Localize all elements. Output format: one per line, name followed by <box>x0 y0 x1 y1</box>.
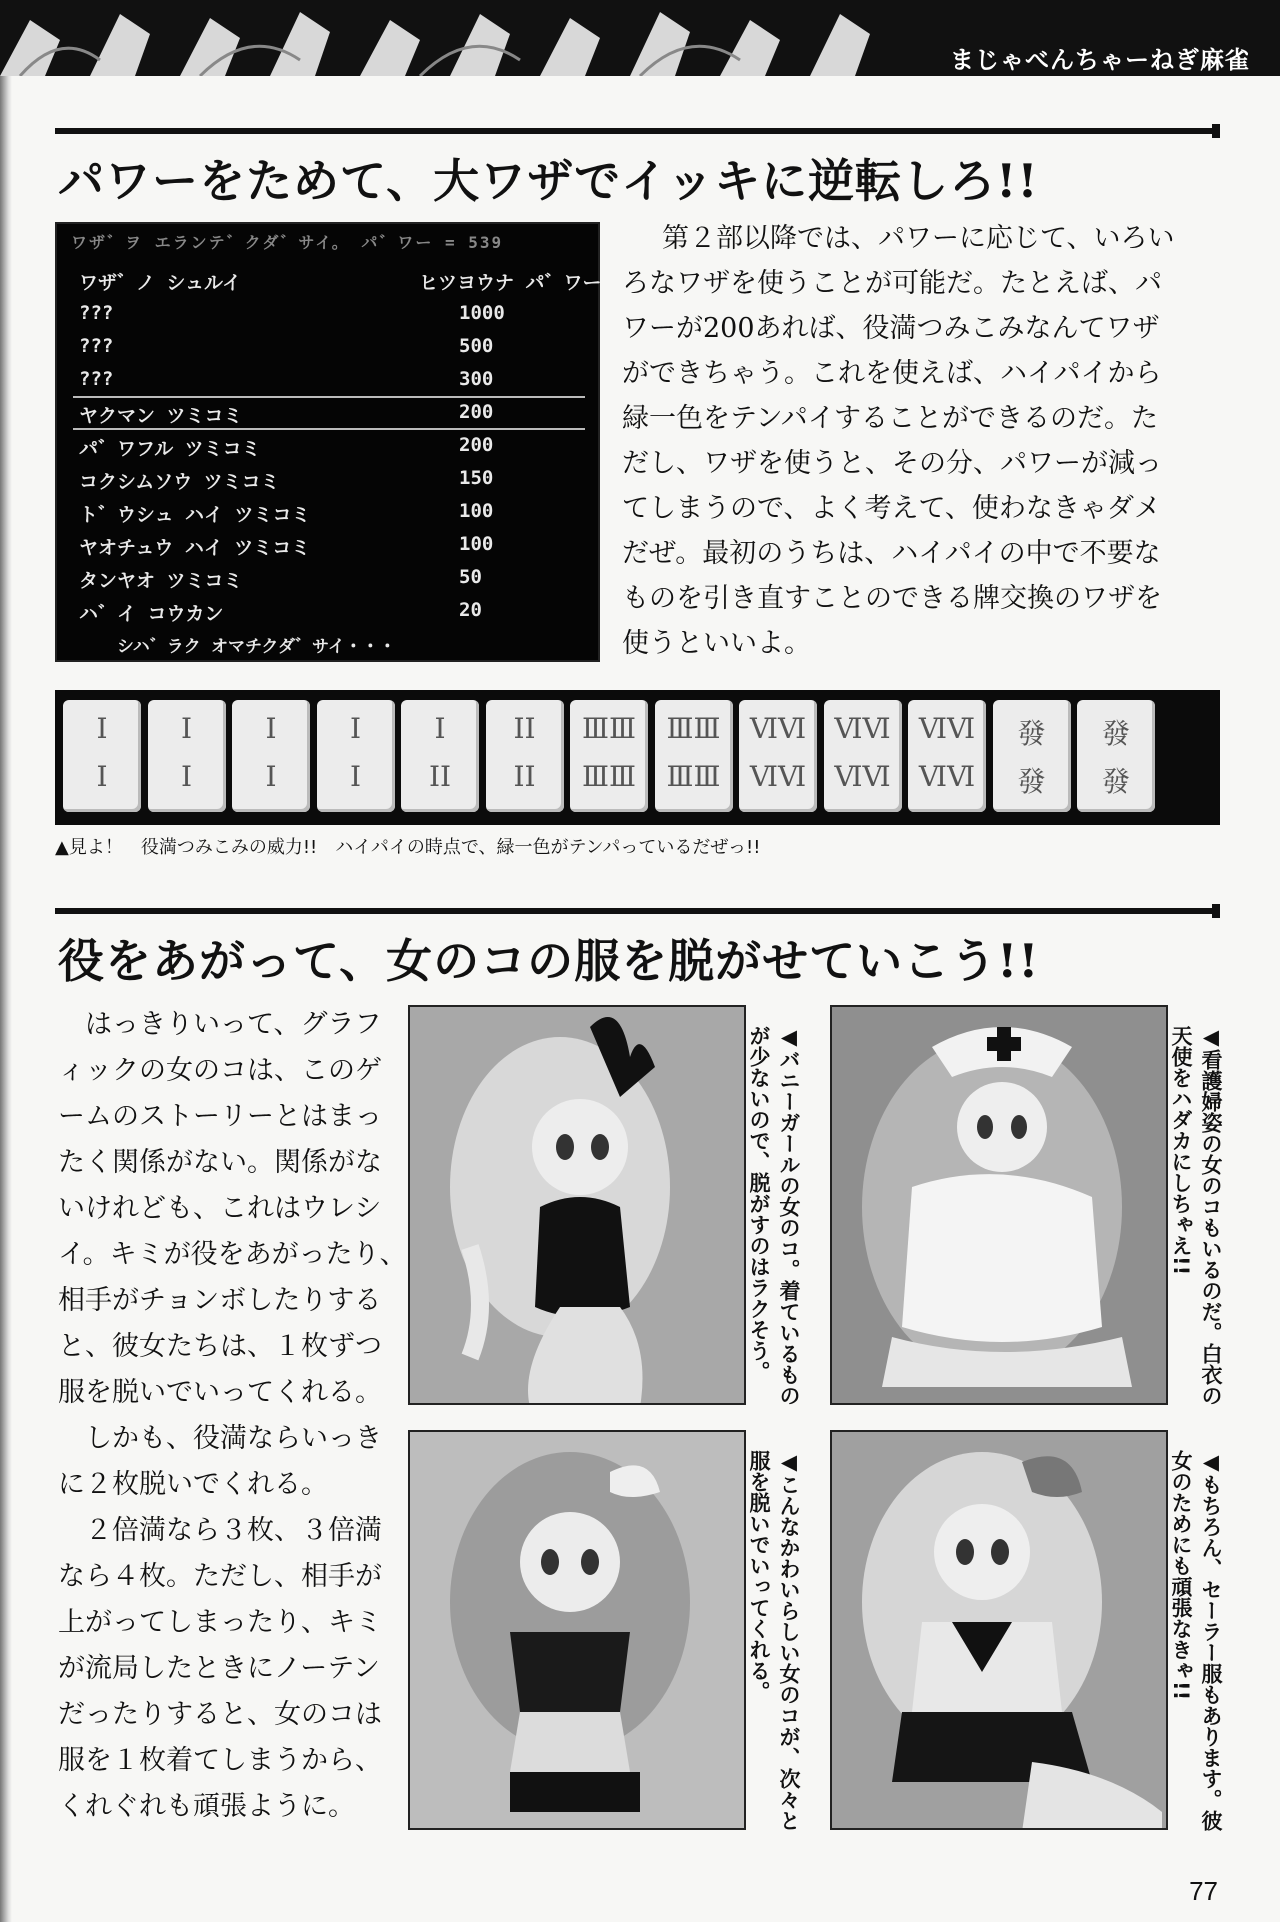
mahjong-tile <box>486 700 564 812</box>
game-screen-power-menu <box>55 222 600 662</box>
screen-status-line: ワザ゛ヲ エランテ゛クダ゛サイ。 パ゛ワー = 539 <box>71 233 504 252</box>
body-line: に２枚脱いでくれる。 <box>58 1469 328 1500</box>
caption-line: 服を脱いでいってくれる。 <box>747 1450 771 1702</box>
mahjong-tile <box>232 700 310 812</box>
body-line: 服を１枚着てしまうから、 <box>58 1745 382 1776</box>
body-line: くれぐれも頑張ように。 <box>58 1791 355 1822</box>
technique-name: パ゛ワフル ツミコミ <box>79 438 261 460</box>
mahjong-tile <box>148 700 226 812</box>
technique-power: 100 <box>459 500 494 522</box>
caption-bunny-girl <box>744 1025 804 1406</box>
mahjong-tile <box>317 700 395 812</box>
tile-symbol: Ⅰ <box>265 712 277 745</box>
body-line: しかも、役満ならいっき <box>58 1423 382 1454</box>
technique-power: 200 <box>459 434 494 456</box>
body-line: 使うといいよ。 <box>622 628 811 659</box>
section2-rule <box>55 908 1220 914</box>
technique-power: 300 <box>459 368 494 390</box>
caption-line: 女のためにも頑張なきゃ!! <box>1169 1450 1193 1701</box>
screen-divider <box>73 396 585 398</box>
body-line: なら４枚。ただし、相手が <box>58 1561 382 1592</box>
body-line: ワーが200あれば、役満つみこみなんてワザ <box>622 313 1160 344</box>
body-line: だぜ。最初のうちは、ハイパイの中で不要な <box>622 538 1161 569</box>
technique-name: ハ゛イ コウカン <box>79 603 224 625</box>
tile-symbol: Ⅰ <box>180 760 193 793</box>
technique-power: 100 <box>459 533 494 555</box>
body-line: と、彼女たちは、１枚ずつ <box>58 1331 382 1362</box>
tile-symbol: Ⅰ <box>96 712 108 745</box>
tile-symbol: Ⅰ <box>265 760 277 793</box>
body-line: 緑一色をテンパイすることができるのだ。た <box>622 403 1158 434</box>
tile-symbol: ⅥⅥ <box>834 760 891 793</box>
tile-symbol: ⅥⅥ <box>834 712 891 745</box>
page-number: 77 <box>1189 1876 1218 1906</box>
section2-headline: 役をあがって、女のコの服を脱がせていこう!! <box>58 934 1040 988</box>
caption-line: 天使をハダカにしちゃえ!! <box>1169 1025 1193 1276</box>
tile-symbol: ⅢⅢ <box>666 760 721 793</box>
illustration-bunny-girl <box>408 1005 746 1405</box>
tile-symbol: 發 <box>1101 765 1130 798</box>
body-line: はっきりいって、グラフ <box>58 1009 382 1040</box>
tile-symbol: ⅢⅢ <box>666 712 721 745</box>
tile-symbol: ⅥⅥ <box>749 760 807 793</box>
body-line: いけれども、これはウレシ <box>58 1193 382 1224</box>
section1-rule <box>55 128 1220 134</box>
illustration-ribbon-girl <box>408 1430 746 1830</box>
body-line: 相手がチョンボしたりする <box>58 1285 382 1316</box>
technique-name: ト゛ウシュ ハイ ツミコミ <box>79 504 311 526</box>
technique-name: ??? <box>79 302 114 324</box>
technique-name: ヤクマン ツミコミ <box>79 405 243 427</box>
caption-nurse <box>1166 1025 1226 1406</box>
tile-symbol: 發 <box>1017 717 1046 750</box>
body-line: ームのストーリーとはまっ <box>58 1101 382 1132</box>
technique-power: 1000 <box>459 302 505 324</box>
col-required-power: ヒツヨウナ パ゛ワー <box>419 272 602 294</box>
mahjong-tile <box>63 700 141 812</box>
body-line: 上がってしまったり、キミ <box>58 1607 382 1638</box>
binding-shadow <box>0 76 12 1922</box>
technique-name: タンヤオ ツミコミ <box>79 570 243 592</box>
body-line: たく関係がない。関係がな <box>58 1147 382 1178</box>
mahjong-tile-strip <box>55 690 1220 825</box>
caption-sailor-girl <box>1166 1450 1226 1831</box>
col-technique-name: ワザ゛ノ シュルイ <box>79 272 242 294</box>
caption-line: ◀もちろん、セーラー服もあります。彼 <box>1199 1450 1223 1831</box>
tile-symbol: Ⅰ <box>349 712 362 745</box>
tile-symbol: 發 <box>1101 717 1130 750</box>
technique-power: 50 <box>459 566 482 588</box>
mahjong-tile <box>739 700 817 812</box>
technique-power: 200 <box>459 401 494 423</box>
tile-symbol: ⅢⅢ <box>581 760 636 793</box>
caption-line: ◀バニーガールの女のコ。着ているもの <box>777 1025 801 1406</box>
tile-symbol: ⅠⅠ <box>513 712 536 745</box>
body-line: だったりすると、女のコは <box>58 1699 382 1730</box>
body-line: だし、ワザを使うと、その分、パワーが減っ <box>622 448 1162 479</box>
tile-symbol: Ⅰ <box>349 760 362 793</box>
mahjong-tile <box>570 700 648 812</box>
tile-symbol: ⅠⅠ <box>428 760 452 793</box>
body-line: が流局したときにノーテン <box>58 1653 380 1684</box>
tile-symbol: ⅢⅢ <box>581 712 636 745</box>
running-title: まじゃべんちゃーねぎ麻雀 <box>950 46 1250 74</box>
mahjong-tile <box>824 700 902 812</box>
caption-line: ◀看護婦姿の女のコもいるのだ。白衣の <box>1199 1025 1223 1406</box>
section1-headline: パワーをためて、大ワザでイッキに逆転しろ!! <box>58 154 1039 208</box>
tile-symbol: Ⅰ <box>434 712 446 745</box>
tile-caption: ▲見よ！ 役満つみこみの威力!! ハイパイの時点で、緑一色がテンパっているだぜっ!! <box>55 837 761 858</box>
body-line: ２倍満なら３枚、３倍満 <box>58 1515 382 1546</box>
tile-symbol: ⅥⅥ <box>749 712 807 745</box>
technique-name: コクシムソウ ツミコミ <box>79 471 280 493</box>
technique-power: 150 <box>459 467 494 489</box>
technique-power: 500 <box>459 335 494 357</box>
body-line: ができちゃう。これを使えば、ハイパイから <box>622 358 1162 389</box>
body-line: ろなワザを使うことが可能だ。たとえば、パ <box>622 268 1162 299</box>
body-line: 服を脱いでいってくれる。 <box>58 1377 382 1408</box>
caption-line: が少ないので、脱がすのはラクそう。 <box>747 1025 771 1382</box>
mahjong-tile <box>401 700 479 812</box>
tile-symbol: 發 <box>1017 765 1046 798</box>
tile-symbol: ⅥⅥ <box>918 760 976 793</box>
screen-footer: シハ゛ラク オマチクダ゛サイ・・・ <box>117 637 396 657</box>
body-line: ィックの女のコは、このゲ <box>58 1055 382 1086</box>
mahjong-tile <box>1077 700 1155 812</box>
tile-symbol: ⅥⅥ <box>918 712 976 745</box>
technique-power: 20 <box>459 599 482 621</box>
caption-ribbon-girl <box>744 1450 804 1831</box>
technique-name: ヤオチュウ ハイ ツミコミ <box>79 537 311 559</box>
mahjong-tile <box>908 700 986 812</box>
caption-line: ◀こんなかわいらしい女のコが、次々と <box>777 1450 801 1831</box>
illustration-sailor-girl <box>830 1430 1168 1830</box>
illustration-nurse <box>830 1005 1168 1405</box>
technique-name: ??? <box>79 335 114 357</box>
screen-divider <box>73 428 585 430</box>
tile-symbol: Ⅰ <box>180 712 193 745</box>
tile-symbol: ⅠⅠ <box>513 760 536 793</box>
tile-symbol: Ⅰ <box>96 760 108 793</box>
technique-name: ??? <box>79 368 114 390</box>
body-line: ものを引き直すことのできる牌交換のワザを <box>622 583 1162 614</box>
body-line: イ。キミが役をあがったり、 <box>58 1239 407 1270</box>
mahjong-tile <box>655 700 733 812</box>
mahjong-tile <box>993 700 1071 812</box>
body-line: てしまうので、よく考えて、使わなきゃダメ <box>622 493 1161 524</box>
body-line: 第２部以降では、パワーに応じて、いろい <box>662 223 1175 254</box>
header-strip <box>0 0 1280 76</box>
